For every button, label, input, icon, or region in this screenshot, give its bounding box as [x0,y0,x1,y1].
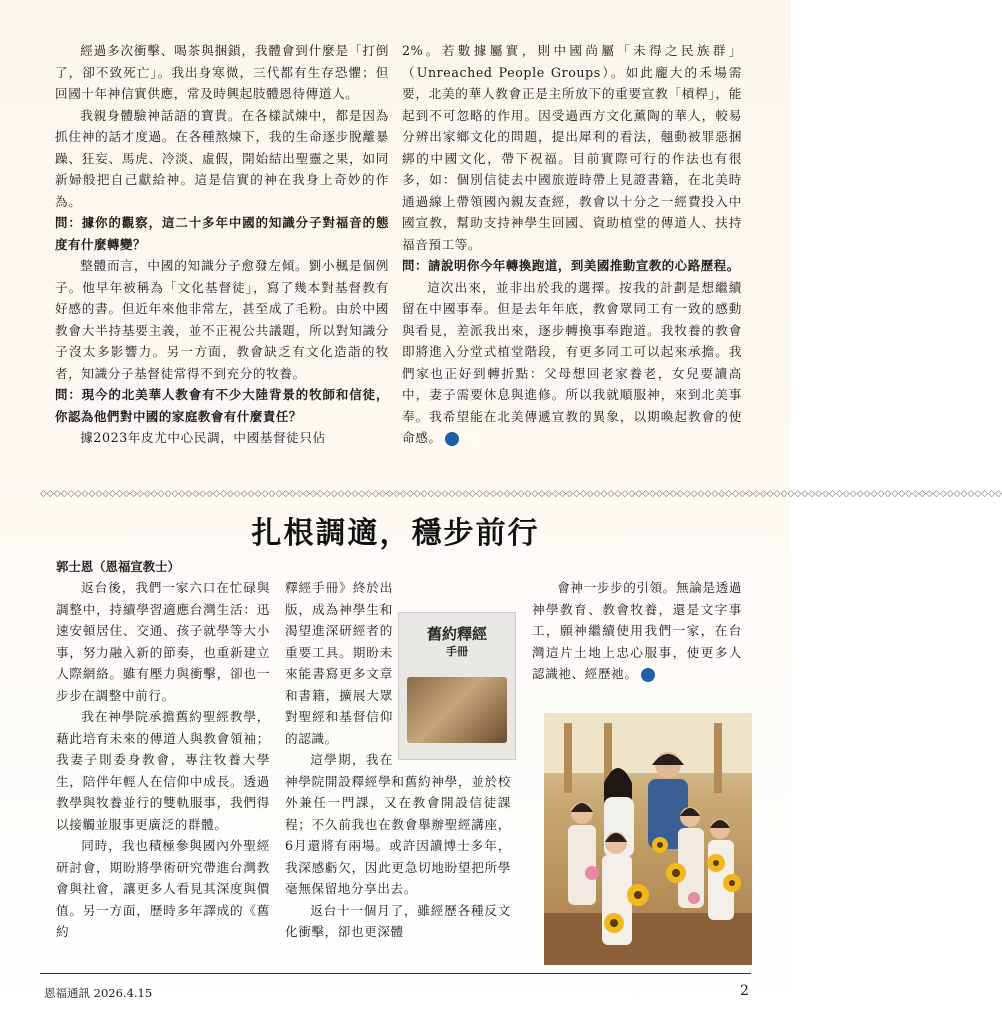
book-cover-image [398,612,516,760]
article-byline: 郭士恩（恩福宣教士） [56,559,180,574]
paragraph [402,277,742,449]
paragraph: 返台後，我們一家六口在忙碌與調整中，持續學習適應台灣生活：迅速安頓居住、交通、孩子就學等大小事，努力融入新的節奏，也重新建立人際網絡。雖有壓力與衝擊，卻也一步步在調整中前行。 [56,580,270,703]
paragraph: 釋經手冊》終於出版，成為神學生和渴望進深研經者的重要工具。期盼未來能書寫更多文章和書籍，擴展大眾對聖經和基督信仰的認識。 [285,580,393,746]
scroll-picture [407,677,507,743]
section-divider: ◇◇◇◇◇◇◇◇◇◇◇◇◇◇◇◇◇◇◇◇◇◇◇◇◇◇◇◇◇◇◇◇◇◇◇◇◇◇◇◇◇◇◇◇◇◇◇◇◇◇◇◇◇◇◇◇◇◇◇◇◇◇◇◇◇◇◇◇◇◇◇◇◇◇◇◇◇◇◇◇◇◇◇◇◇◇◇◇◇◇◇◇◇◇◇◇◇◇◇◇◇◇◇◇◇◇◇◇◇◇◇◇◇◇◇◇◇◇◇◇◇◇◇◇◇◇◇◇◇◇◇◇◇◇◇◇◇◇◇ [40,489,1002,499]
end-mark-icon: 恩 [641,668,655,682]
top-left-column [55,40,389,449]
paragraph [532,577,742,685]
question-heading: 問：請說明你今年轉換跑道，到美國推動宣教的心路歷程。 [402,258,740,273]
paragraph: 我親身體驗神話語的寶貴。在各樣試煉中，都是因為抓住神的話才度過。在各種熬煉下，我的生命逐步脫離暴躁、狂妄、馬虎、冷淡、虛假，開始結出聖靈之果，如同新婦般把自己獻給神。這是信實的神在我身上奇妙的作為。 [55,107,389,209]
paragraph: 經過多次衝擊、喝茶與捆鎖，我體會到什麼是「打倒了，卻不致死亡」。我出身寒微，三代都有生存恐懼；但回國十年神信實供應，常及時興起肢體恩待傳道人。 [55,43,389,101]
book-cover-title: 舊約釋經 [426,625,487,643]
page-number: 2 [740,983,749,999]
question-heading: 問：據你的觀察，這二十多年中國的知識分子對福音的態度有什麼轉變？ [55,215,389,252]
paragraph: 據2023年皮尤中心民調，中國基督徒只佔 [80,430,326,445]
question-heading: 問：現今的北美華人教會有不少大陸背景的牧師和信徒，你認為他們對中國的家庭教會有什麼責任？ [55,387,389,424]
end-mark-icon: 恩 [445,432,459,446]
paragraph: 同時，我也積極參與國內外聖經研討會，期盼將學術研究帶進台灣教會與社會，讓更多人看見其深度與價值。另一方面，歷時多年譯成的《舊約 [56,838,270,939]
family-photo [544,713,752,965]
paragraph: 2%。若數據屬實，則中國尚屬「未得之民族群」（Unreached People Groups）。如此龐大的禾場需要，北美的華人教會正是主所放下的重要宣教「槓桿」，能起到不可忽略的作用。因受過西方文化薰陶的華人，較易分辨出家鄉文化的問題，提出犀利的看法，翹動被罪惡捆綁的中國文化，帶下祝福。目前實際可行的作法也有很多，如：個別信徒去中國旅遊時帶上見證書籍，在北美時通過線上帶領國內親友查經，教會以十分之一經費投入中國宣教，幫助支持神學生回國、資助植堂的傳道人、扶持福音預工等。 [402,43,742,252]
footer-rule [40,973,751,974]
paragraph: 這學期，我在神學院開設釋經學和舊約神學，並於校外兼任一門課，又在教會開設信徒課程；不久前我也在教會舉辦聖經講座，6月還將有兩場。或許因讀博士多年，我深感虧欠，因此更急切地盼望把所學毫無保留地分享出去。 [285,752,511,896]
paragraph-text: 會神一步步的引領。無論是透過神學教育、教會牧養，還是文字事工，願神繼續使用我們一家，在台灣這片土地上忠心服事，使更多人認識祂、經歷祂。 [532,580,742,681]
article2-column-1 [56,577,270,943]
paragraph-text: 這次出來，並非出於我的選擇。按我的計劃是想繼續留在中國事奉。但是去年年底，教會眾同工有一致的感動與看見，差派我出來，逐步轉換事奉跑道。我牧養的教會即將進入分堂式植堂階段，有更多同工可以起來承擔。我們家也正好到轉折點：父母想回老家養老，女兒要讀高中，妻子需要休息與進修。所以我就順服神，來到北美事奉。我希望能在北美傳遞宣教的異象，以期喚起教會的使命感。 [402,279,742,445]
family-photo-illustration [544,713,752,965]
paragraph: 我在神學院承擔舊約聖經教學，藉此培育未來的傳道人與教會領袖；我妻子則委身教會，專注牧養大學生，陪伴年輕人在信仰中成長。透過教學與牧養並行的雙軌服事，我們得以接觸並服事更廣泛的群體。 [56,709,270,832]
paragraph: 返台十一個月了，雖經歷各種反文化衝擊，卻也更深體 [285,902,511,939]
book-cover-subtitle: 手冊 [446,645,468,658]
top-right-column [402,40,742,449]
article-title: 扎根調適，穩步前行 [251,516,540,551]
footer-publication-date: 恩福通訊 2026.4.15 [44,986,153,1000]
paragraph: 整體而言，中國的知識分子愈發左傾。劉小楓是個例子。他早年被稱為「文化基督徒」，寫了幾本對基督教有好感的書。但近年來他非常左，甚至成了毛粉。由於中國教會大半持基要主義，並不正視公共議題，所以對知識分子沒太多影響力。另一方面，教會缺乏有文化造詣的牧者，知識分子基督徒常得不到充分的牧養。 [55,258,389,381]
article2-column-3 [532,577,742,685]
